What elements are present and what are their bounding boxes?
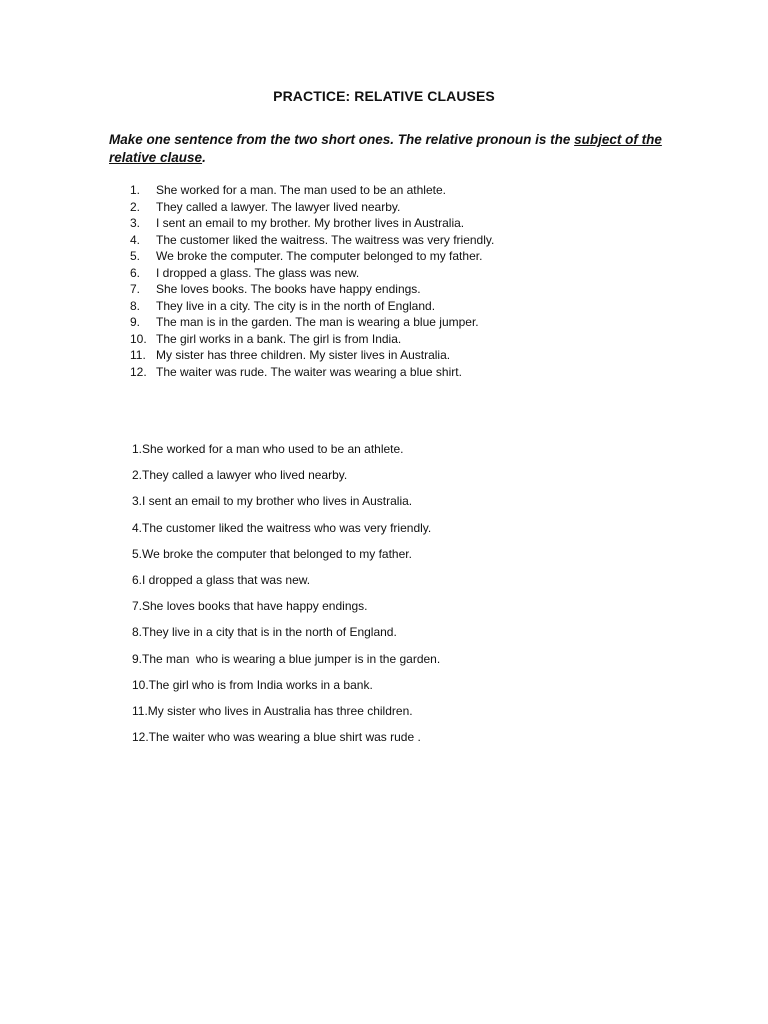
- question-item: [130, 248, 494, 265]
- question-number: 2.: [130, 199, 141, 214]
- question-number: 12.: [130, 364, 147, 379]
- answer-item: 3.I sent an email to my brother who lives in Australia.: [132, 494, 413, 509]
- question-item: [130, 298, 494, 315]
- question-item: [130, 314, 494, 331]
- question-item: [130, 364, 494, 381]
- question-number: 3.: [130, 216, 141, 230]
- question-list: [130, 182, 494, 380]
- question-text: I dropped a glass. The glass was new.: [156, 265, 360, 280]
- question-item: [130, 331, 494, 348]
- question-item: [130, 232, 494, 249]
- answer-item: 5.We broke the computer that belonged to my father.: [132, 546, 412, 561]
- answer-item: 1.She worked for a man who used to be an athlete.: [132, 442, 404, 456]
- page-title: PRACTICE: RELATIVE CLAUSES: [273, 88, 495, 104]
- answer-item: 8.They live in a city that is in the north of England.: [132, 625, 397, 640]
- question-text: She loves books. The books have happy endings.: [156, 282, 421, 296]
- question-text: The customer liked the waitress. The waitress was very friendly.: [156, 232, 495, 247]
- question-item: [130, 199, 494, 216]
- question-number: 1.: [130, 183, 141, 197]
- instructions-underlined: subject of the relative clause: [109, 132, 662, 165]
- answer-item: 2.They called a lawyer who lived nearby.: [132, 468, 348, 483]
- answer-item: 6.I dropped a glass that was new.: [132, 572, 311, 587]
- instructions: [109, 131, 669, 167]
- question-number: 10.: [130, 331, 147, 346]
- question-text: The man is in the garden. The man is wearing a blue jumper.: [156, 315, 479, 329]
- question-number: 5.: [130, 249, 141, 263]
- answer-item: 11.My sister who lives in Australia has three children.: [132, 703, 413, 718]
- answer-item: 10.The girl who is from India works in a bank.: [132, 677, 373, 692]
- question-number: 4.: [130, 232, 141, 247]
- question-item: [130, 215, 494, 232]
- answer-item: 12.The waiter who was wearing a blue shirt was rude .: [132, 730, 421, 745]
- question-text: They live in a city. The city is in the north of England.: [156, 298, 436, 313]
- question-text: The girl works in a bank. The girl is from India.: [156, 331, 402, 346]
- question-text: We broke the computer. The computer belonged to my father.: [156, 249, 483, 263]
- question-text: She worked for a man. The man used to be an athlete.: [156, 183, 446, 197]
- question-number: 7.: [130, 282, 141, 296]
- question-item: [130, 265, 494, 282]
- answer-list: [132, 441, 440, 755]
- question-item: [130, 182, 494, 199]
- question-text: The waiter was rude. The waiter was wearing a blue shirt.: [156, 364, 462, 379]
- question-number: 11.: [130, 348, 146, 362]
- question-number: 9.: [130, 315, 141, 329]
- question-item: [130, 281, 494, 298]
- question-number: 8.: [130, 298, 141, 313]
- question-item: [130, 347, 494, 364]
- question-text: My sister has three children. My sister lives in Australia.: [156, 348, 451, 362]
- answer-item: 7.She loves books that have happy endings.: [132, 599, 368, 614]
- answer-item: 4.The customer liked the waitress who was very friendly.: [132, 520, 432, 535]
- answer-item: 9.The man who is wearing a blue jumper is in the garden.: [132, 651, 441, 666]
- instructions-end: .: [202, 150, 206, 165]
- instructions-text: Make one sentence from the two short ones. The relative pronoun is the: [109, 132, 575, 147]
- question-number: 6.: [130, 265, 141, 280]
- question-text: They called a lawyer. The lawyer lived nearby.: [156, 199, 401, 214]
- question-text: I sent an email to my brother. My brother lives in Australia.: [156, 216, 465, 230]
